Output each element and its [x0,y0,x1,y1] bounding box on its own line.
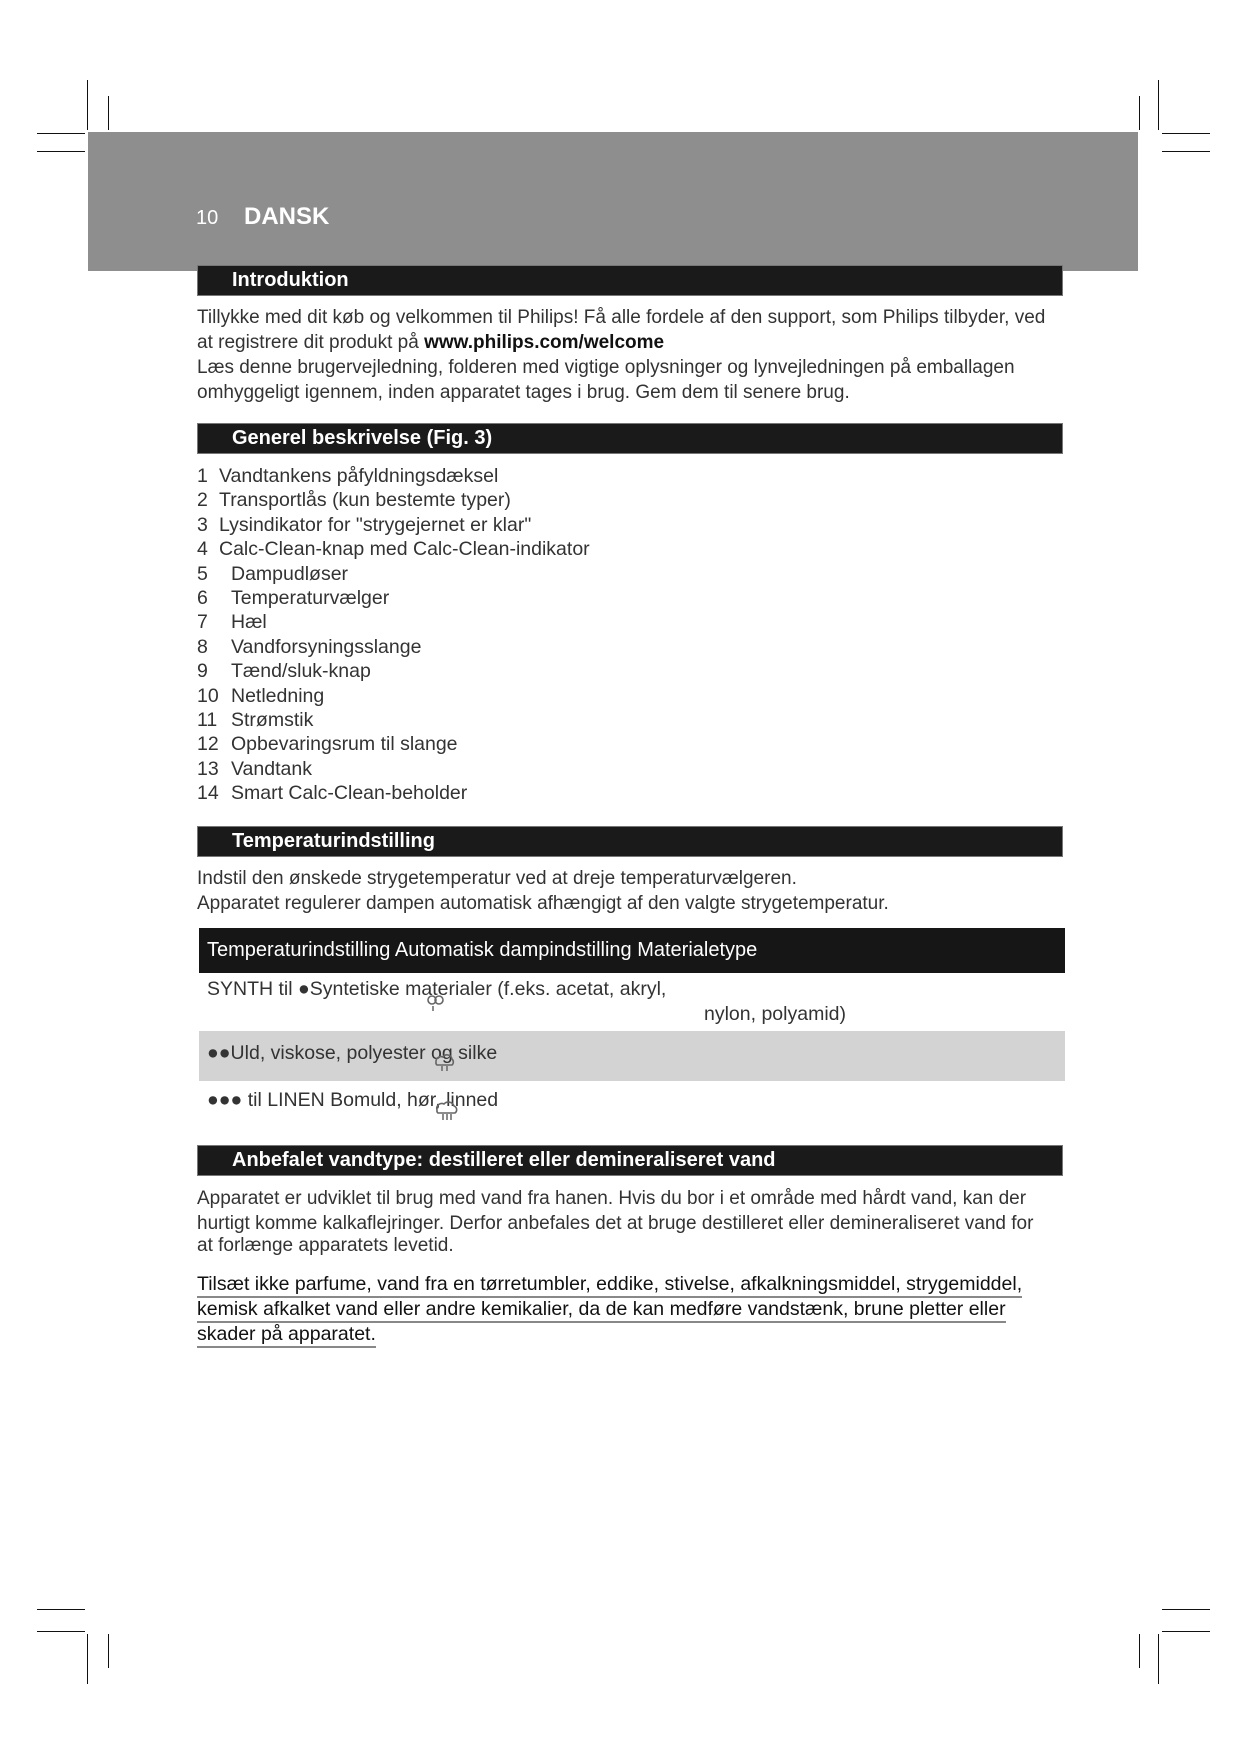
item-label: Vandtank [231,757,312,780]
item-number: 8 [197,635,208,658]
item-number: 1 [197,465,208,487]
list-item [197,562,590,586]
list-item [197,464,590,488]
table-cell: ●●● til LINEN Bomuld, hør, linned [207,1089,499,1111]
warning-line [197,1297,1077,1322]
item-label: Opbevaringsrum til slange [231,733,458,756]
list-item [197,708,590,732]
steam-cloud-icon [424,994,448,1012]
water-line: hurtigt komme kalkaflejringer. Derfor anbefales det at bruge destilleret eller demineraliseret vand for [197,1213,1034,1234]
crop-mark [1162,1609,1210,1610]
list-item [197,684,590,708]
steam-cloud-icon [432,1052,458,1072]
item-number: 14 [197,782,219,805]
warning-line [197,1322,1077,1347]
item-number: 7 [197,611,208,634]
list-item [197,488,590,512]
crop-mark [87,80,88,130]
list-item [197,732,590,756]
general-heading: Generel beskrivelse (Fig. 3) [197,423,1063,454]
table-cell: nylon, polyamid) [704,1003,846,1025]
warning-text [197,1272,1077,1347]
item-number: 9 [197,660,208,683]
crop-mark [1158,80,1159,130]
list-item [197,781,590,805]
table-cell: ●●Uld, viskose, polyester og silke [207,1042,498,1064]
list-item [197,610,590,634]
crop-mark [1162,1631,1210,1632]
item-label: Netledning [231,684,325,707]
warning-line-text: kemisk afkalket vand eller andre kemikalier, da de kan medføre vandstænk, brune pletter eller [197,1298,1006,1323]
temperature-heading: Temperaturindstilling [197,826,1063,857]
water-line: at forlænge apparatets levetid. [197,1235,454,1256]
welcome-link[interactable]: www.philips.com/welcome [424,332,665,353]
steam-cloud-icon [433,1099,461,1121]
item-label: Dampudløser [231,562,349,585]
temperature-text [197,866,1077,916]
water-text [197,1186,1077,1256]
list-item [197,659,590,683]
intro-line: omhyggeligt igennem, inden apparatet tages i brug. Gem dem til senere brug. [197,382,850,403]
item-number: 10 [197,684,219,707]
item-label: Vandtankens påfyldningsdæksel [219,465,499,487]
warning-line-text: Tilsæt ikke parfume, vand fra en tørretumbler, eddike, stivelse, afkalkningsmiddel, strygemiddel, [197,1273,1022,1298]
temperature-line: Indstil den ønskede strygetemperatur ved at dreje temperaturvælgeren. [197,868,797,889]
language-title: DANSK [244,203,330,230]
temperature-line: Apparatet regulerer dampen automatisk afhængigt af den valgte strygetemperatur. [197,893,889,914]
item-label: Vandforsyningsslange [231,635,422,658]
crop-mark [37,1631,85,1632]
item-label: Lysindikator for "strygejernet er klar" [219,513,532,536]
crop-mark [1162,151,1210,152]
crop-mark [37,1609,85,1610]
header-banner [88,132,1138,271]
crop-mark [37,151,85,152]
table-cell: SYNTH til ●Syntetiske materialer (f.eks. acetat, akryl, [207,978,667,1000]
list-item [197,586,590,610]
crop-mark [1139,1634,1140,1668]
intro-line: Læs denne brugervejledning, folderen med vigtige oplysninger og lynvejledningen på emballagen [197,357,1015,378]
crop-mark [108,96,109,130]
table-row [199,1031,1065,1081]
warning-line-text: skader på apparatet. [197,1323,376,1348]
item-label: Temperaturvælger [231,587,390,610]
item-number: 4 [197,538,208,561]
table-header: Temperaturindstilling Automatisk dampindstilling Materialetype [199,928,1065,973]
list-item [197,635,590,659]
item-number: 13 [197,757,219,780]
intro-line-prefix: at registrere dit produkt på [197,332,425,353]
intro-line [197,330,1077,355]
item-number: 3 [197,513,208,536]
list-item [197,757,590,781]
table-row [199,1086,1065,1126]
crop-mark [37,133,85,134]
item-label: Tænd/sluk-knap [231,660,371,683]
crop-mark [87,1634,88,1684]
crop-mark [1139,96,1140,130]
intro-text [197,305,1077,405]
item-number: 2 [197,489,208,512]
item-number: 12 [197,733,219,756]
intro-heading: Introduktion [197,265,1063,296]
list-item [197,513,590,537]
crop-mark [1162,133,1210,134]
water-line: Apparatet er udviklet til brug med vand fra hanen. Hvis du bor i et område med hårdt vand, kan der [197,1188,1027,1209]
item-label: Smart Calc-Clean-beholder [231,782,468,805]
intro-line: Tillykke med dit køb og velkommen til Philips! Få alle fordele af den support, som Philips tilbyder, ved [197,307,1046,328]
item-number: 5 [197,562,208,585]
crop-mark [1158,1634,1159,1684]
water-heading: Anbefalet vandtype: destilleret eller demineraliseret vand [197,1145,1063,1176]
page-number: 10 [196,207,219,229]
item-number: 6 [197,587,208,610]
item-label: Hæl [231,611,267,634]
parts-list [197,464,590,806]
item-label: Calc-Clean-knap med Calc-Clean-indikator [219,538,590,561]
crop-mark [108,1634,109,1668]
table-row [199,977,1065,1031]
list-item [197,537,590,561]
item-label: Strømstik [231,709,314,732]
warning-line [197,1272,1077,1297]
item-label: Transportlås (kun bestemte typer) [219,489,511,512]
item-number: 11 [197,709,218,732]
